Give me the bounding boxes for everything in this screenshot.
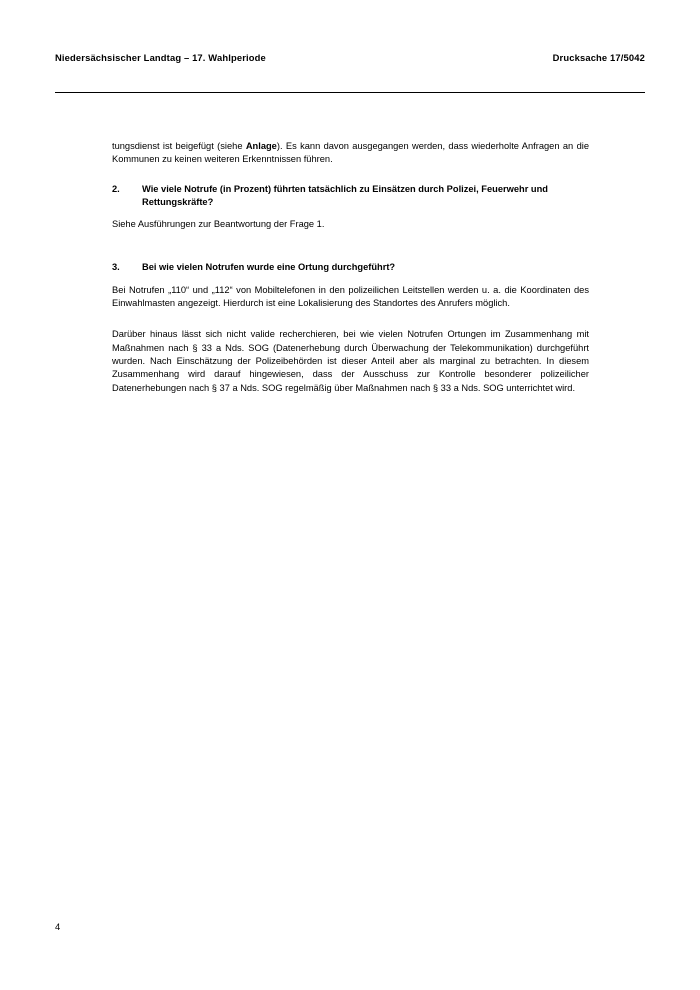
question-2-heading bbox=[112, 183, 589, 210]
answer-2-paragraph: Siehe Ausführungen zur Beantwortung der Frage 1. bbox=[112, 219, 325, 230]
intro-paragraph bbox=[112, 140, 589, 167]
header-left-title: Niedersächsischer Landtag – 17. Wahlperiode bbox=[55, 52, 266, 63]
intro-text-part-2: ). Es kann davon ausgegangen werden, dass wiederholte Anfragen an die Kommunen zu keinen weiteren Erkenntnissen führen. bbox=[112, 141, 589, 165]
answer-3-paragraph-1: Bei Notrufen „110“ und „112“ von Mobiltelefonen in den polizeilichen Leitstellen werden u. a. die Koordinaten des Einwahlmasten angezeigt. Hierdurch ist eine Lokalisierung des Standortes des Anrufers möglich. bbox=[112, 284, 589, 309]
question-3-text: Bei wie vielen Notrufen wurde eine Ortung durchgeführt? bbox=[142, 262, 396, 273]
question-3-number: 3. bbox=[112, 262, 120, 273]
header-divider bbox=[55, 92, 645, 93]
question-3-heading bbox=[112, 261, 589, 274]
answer-3-paragraph-2: Darüber hinaus lässt sich nicht valide recherchieren, bei wie vielen Notrufen Ortungen im Zusammenhang mit Maßnahmen nach § 33 a Nds. SOG (Datenerhebung durch Überwachung der Telekommunikation) durchgeführt wurden. Nach Einschätzung der Polizeibehörden ist dieser Anteil aber als marginal zu betrachten. In diesem Zusammenhang wird darauf hingewiesen, dass der Ausschuss zur Kontrolle besonderer polizeilicher Datenerhebungen nach § 37 a Nds. SOG regelmäßig über Maßnahmen nach § 33 a Nds. SOG unterrichtet wird. bbox=[112, 329, 589, 393]
anlage-reference: Anlage bbox=[245, 141, 277, 151]
question-2-text: Wie viele Notrufe (in Prozent) führten tatsächlich zu Einsätzen durch Polizei, Feuerwehr und Rettungskräfte? bbox=[142, 183, 548, 207]
question-2-number: 2. bbox=[112, 183, 120, 194]
page-number: 4 bbox=[55, 921, 61, 932]
document-body bbox=[112, 140, 589, 406]
intro-text-part-1: tungsdienst ist beigefügt (siehe bbox=[112, 141, 246, 151]
page-header bbox=[55, 52, 645, 63]
header-right-document-number: Drucksache 17/5042 bbox=[552, 52, 645, 63]
